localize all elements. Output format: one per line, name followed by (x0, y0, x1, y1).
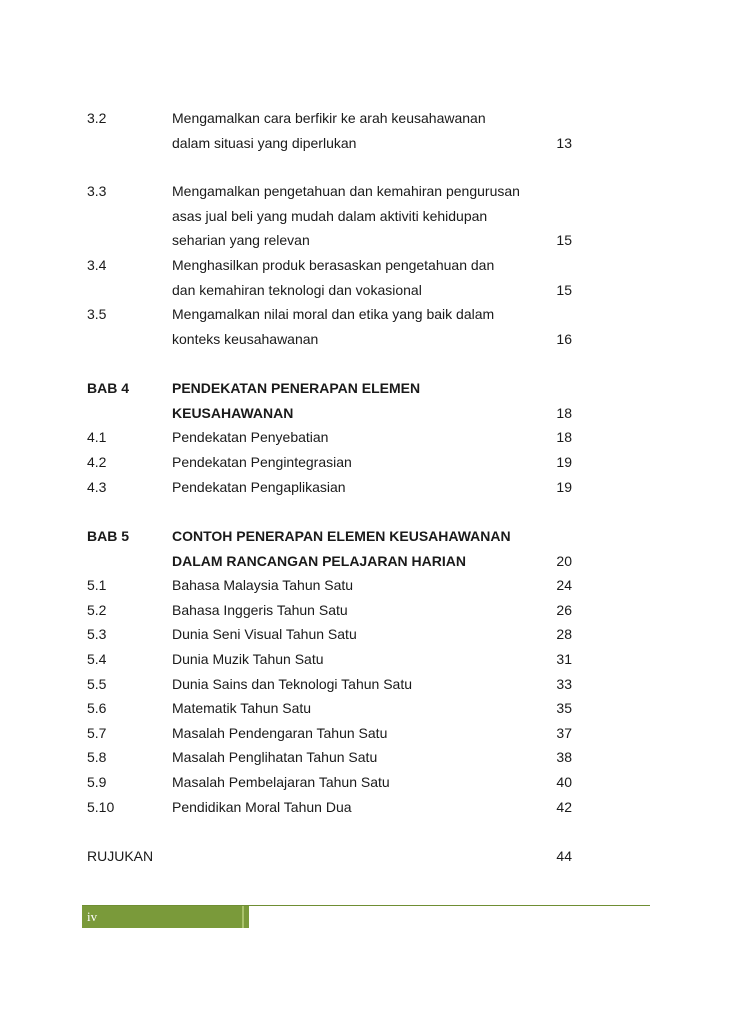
toc-entry-number: 5.3 (87, 626, 107, 642)
toc-entry-page: 38 (556, 749, 572, 765)
toc-entry-number: 5.7 (87, 725, 107, 741)
toc-entry-number: 5.5 (87, 676, 107, 692)
toc-entry-number: 4.2 (87, 454, 107, 470)
toc-entry-title-line: Bahasa Malaysia Tahun Satu (172, 577, 354, 593)
toc-entry-page: 33 (556, 676, 572, 692)
toc-entry-page: 20 (556, 552, 572, 569)
toc-entry-title-line: PENDEKATAN PENERAPAN ELEMEN (172, 380, 421, 396)
toc-entry-number: 5.9 (87, 774, 107, 790)
toc-entry-number: 3.5 (87, 306, 107, 322)
toc-entry-page: 18 (556, 404, 572, 421)
toc-entry-page: 19 (556, 479, 572, 495)
toc-entry-page: 15 (556, 232, 572, 248)
toc-entry-title-line: dan kemahiran teknologi dan vokasional (172, 281, 422, 298)
toc-entry-title-line: Pendidikan Moral Tahun Dua (172, 799, 352, 815)
toc-entry-page: 37 (556, 725, 572, 741)
toc-entry-title-line: Menghasilkan produk berasaskan pengetahuan dan (172, 257, 495, 273)
toc-entry-number: RUJUKAN (87, 848, 154, 864)
toc-entry-number: 5.4 (87, 651, 107, 667)
toc-entry-page: 15 (556, 281, 572, 298)
footer-page-box (82, 906, 249, 928)
toc-entry-title-line: Mengamalkan cara berfikir ke arah keusahawanan (172, 110, 486, 126)
toc-entry-number: 5.6 (87, 700, 107, 716)
toc-entry-title-line: CONTOH PENERAPAN ELEMEN KEUSAHAWANAN (172, 528, 511, 544)
toc-entry-title-line: Pendekatan Pengaplikasian (172, 479, 346, 495)
toc-entry-number: 5.1 (87, 577, 107, 593)
toc-entry-title-line: seharian yang relevan (172, 232, 310, 248)
toc-entry-page: 16 (556, 330, 572, 347)
toc-entry-title-line: Masalah Pembelajaran Tahun Satu (172, 774, 390, 790)
toc-entry-title-line: Matematik Tahun Satu (172, 700, 312, 716)
toc-entry-number: 4.3 (87, 479, 107, 495)
toc-entry-title-line: Mengamalkan nilai moral dan etika yang baik dalam (172, 306, 495, 322)
toc-entry-number: 3.4 (87, 257, 107, 273)
toc-entry-page: 18 (556, 429, 572, 445)
toc-entry-title-line: Pendekatan Penyebatian (172, 429, 329, 445)
toc-entry-number: 5.10 (87, 799, 115, 815)
toc-entry-page: 13 (556, 134, 572, 151)
toc-entry-number: 5.8 (87, 749, 107, 765)
toc-entry-title-line: Masalah Pendengaran Tahun Satu (172, 725, 388, 741)
toc-entry-title-line: Bahasa Inggeris Tahun Satu (172, 602, 348, 618)
toc-entry-page: 42 (556, 799, 572, 815)
toc-entry-title-line: Dunia Sains dan Teknologi Tahun Satu (172, 676, 412, 692)
toc-entry-page: 26 (556, 602, 572, 618)
toc-entry-number: 5.2 (87, 602, 107, 618)
toc-entry-number: BAB 4 (87, 380, 130, 396)
toc-entry-title-line: Dunia Seni Visual Tahun Satu (172, 626, 357, 642)
toc-entry-page: 35 (556, 700, 572, 716)
footer-page-box-inner (82, 906, 244, 928)
toc-entry-page: 40 (556, 774, 572, 790)
toc-entry-title-line: konteks keusahawanan (172, 330, 319, 347)
page-footer (82, 905, 650, 929)
toc-entry-page: 28 (556, 626, 572, 642)
toc-entry-title-line: dalam situasi yang diperlukan (172, 134, 357, 151)
toc-entry-title-line: asas jual beli yang mudah dalam aktiviti kehidupan (172, 207, 488, 224)
page-number: iv (87, 909, 98, 924)
toc-entry-number: BAB 5 (87, 528, 130, 544)
toc-entry-page: 19 (556, 454, 572, 470)
toc-entry-number: 3.3 (87, 183, 107, 199)
toc-entry-title-line: KEUSAHAWANAN (172, 404, 294, 421)
toc-entry-title-line: Pendekatan Pengintegrasian (172, 454, 352, 470)
toc-entry-title-line: Masalah Penglihatan Tahun Satu (172, 749, 378, 765)
toc-entry-title-line: Dunia Muzik Tahun Satu (172, 651, 324, 667)
toc-entry-title-line: Mengamalkan pengetahuan dan kemahiran pengurusan (172, 183, 520, 199)
toc-entry-page: 44 (556, 848, 572, 864)
toc-entry-page: 31 (556, 651, 572, 667)
toc-entry-number: 3.2 (87, 110, 107, 126)
toc-entry-title-line: DALAM RANCANGAN PELAJARAN HARIAN (172, 552, 466, 569)
toc-entry-page: 24 (556, 577, 572, 593)
toc-entry-number: 4.1 (87, 429, 107, 445)
